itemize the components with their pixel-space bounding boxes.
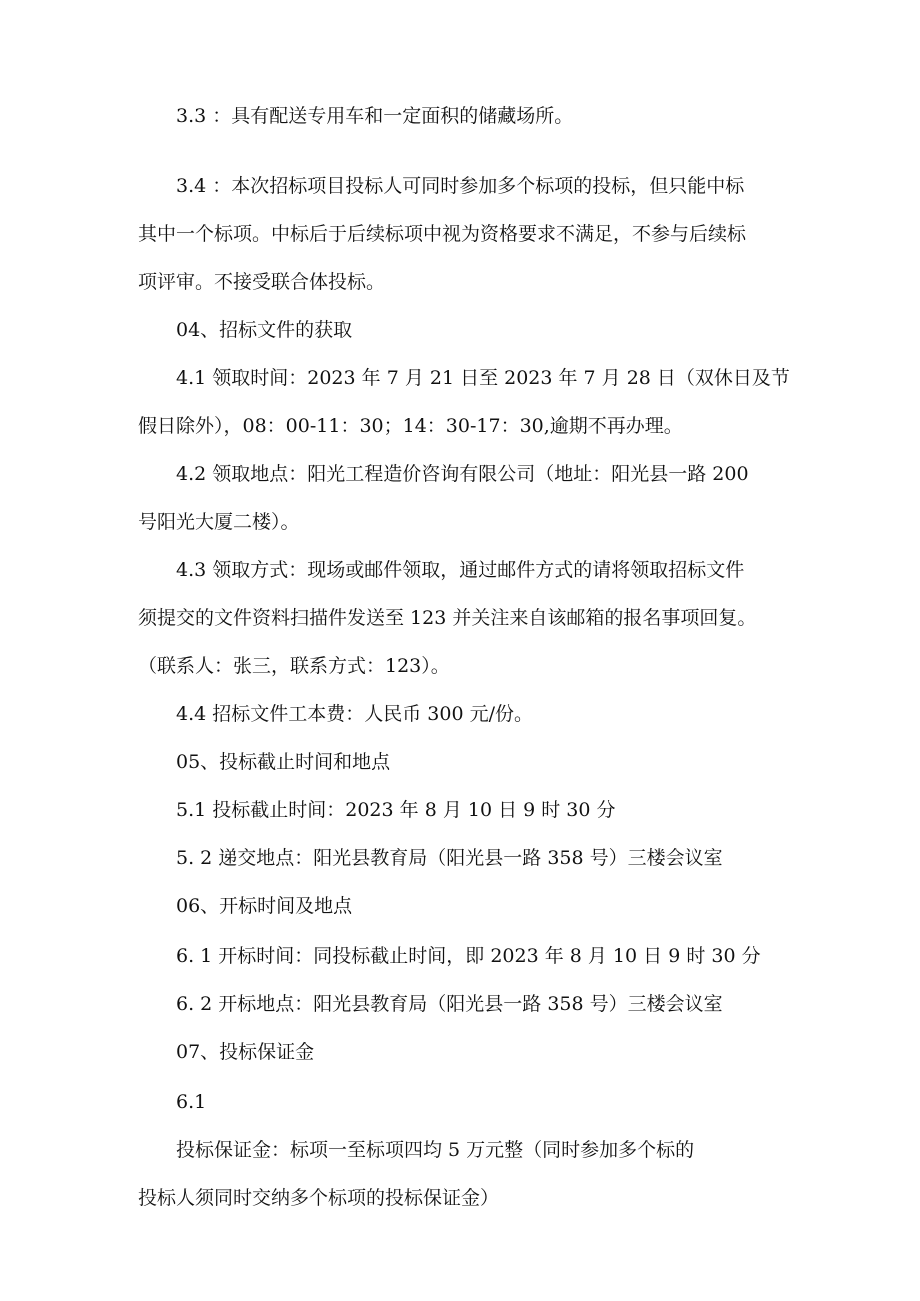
text-line: 须提交的文件资料扫描件发送至 123 并关注来自该邮箱的报名事项回复。 <box>138 607 757 629</box>
text-line: 04、招标文件的获取 <box>176 319 353 341</box>
section-heading-06 <box>138 882 788 930</box>
paragraph-3-4 <box>138 162 788 306</box>
text-line: 6. 1 开标时间：同投标截止时间，即 2023 年 8 月 10 日 9 时 30 分 <box>176 945 761 967</box>
text-line: 6. 2 开标地点：阳光县教育局（阳光县一路 358 号）三楼会议室 <box>176 993 723 1015</box>
paragraph-4-3 <box>138 546 788 690</box>
section-heading-07 <box>138 1028 788 1076</box>
text-line: 4.2 领取地点：阳光工程造价咨询有限公司（地址：阳光县一路 200 <box>176 463 749 485</box>
paragraph-4-4 <box>138 690 788 738</box>
paragraph-5-1 <box>138 786 788 834</box>
paragraph-6-1 <box>138 932 788 980</box>
text-line: 07、投标保证金 <box>176 1041 315 1063</box>
text-line: 5.1 投标截止时间：2023 年 8 月 10 日 9 时 30 分 <box>176 799 616 821</box>
text-line: 4.4 招标文件工本费：人民币 300 元/份。 <box>176 703 534 725</box>
clause-number: 6.1 <box>176 1091 207 1113</box>
section-heading-04 <box>138 306 788 354</box>
text-line: 06、开标时间及地点 <box>176 895 353 917</box>
text-line: （联系人：张三，联系方式：123）。 <box>138 655 450 677</box>
text-line <box>138 1078 788 1174</box>
paragraph-6-2 <box>138 980 788 1028</box>
text-line: 05、投标截止时间和地点 <box>176 751 391 773</box>
text-line: 3.3 ：具有配送专用车和一定面积的储藏场所。 <box>176 105 574 127</box>
paragraph-deposit <box>138 1078 788 1222</box>
text-line: 3.4 ：本次招标项目投标人可同时参加多个标项的投标，但只能中标 <box>176 175 745 197</box>
text-line: 投标人须同时交纳多个标项的投标保证金） <box>138 1187 500 1209</box>
text-line: 其中一个标项。中标后于后续标项中视为资格要求不满足，不参与后续标 <box>138 223 747 245</box>
paragraph-5-2 <box>138 834 788 882</box>
paragraph-3-3 <box>138 92 788 140</box>
text-line: 4.1 领取时间：2023 年 7 月 21 日至 2023 年 7 月 28 日（双休日及节 <box>176 367 790 389</box>
text-line: 假日除外），08：00-11：30；14：30-17：30,逾期不再办理。 <box>138 415 683 437</box>
text-line: 4.3 领取方式：现场或邮件领取，通过邮件方式的请将领取招标文件 <box>176 559 745 581</box>
paragraph-4-2 <box>138 450 788 546</box>
clause-text: 投标保证金：标项一至标项四均 5 万元整（同时参加多个标的 <box>176 1139 695 1161</box>
text-line: 号阳光大厦二楼）。 <box>138 511 300 533</box>
text-line: 5. 2 递交地点：阳光县教育局（阳光县一路 358 号）三楼会议室 <box>176 847 723 869</box>
text-line: 项评审。不接受联合体投标。 <box>138 271 386 293</box>
paragraph-4-1 <box>138 354 788 450</box>
section-heading-05 <box>138 738 788 786</box>
